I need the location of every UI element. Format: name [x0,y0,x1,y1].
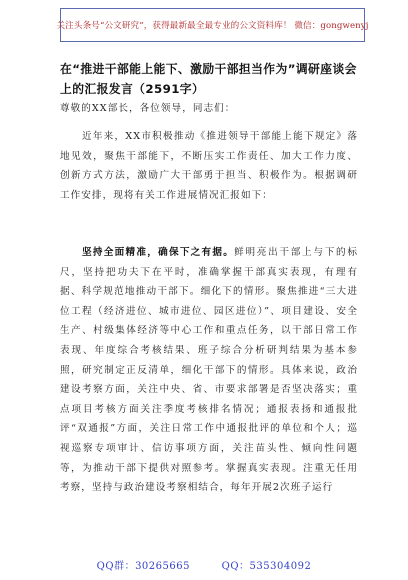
section-1-heading: 坚持全面精准，确保下之有据。 [82,247,235,258]
intro-paragraph: 近年来，XX市积极推动《推进领导干部能上能下规定》落地见效，聚焦干部能下，不断压实工作责任、加大工作力度、创新方式方法，激励广大干部勇于担当、积极作为。根据调研工作安排，现将有关工作进展情况汇报如下： [60,131,358,201]
salutation: 尊敬的XX部长，各位领导，同志们： [60,103,236,114]
section-1-paragraph [60,243,358,498]
header-banner-text: 关注头条号“公文研究”，获得最新最全最专业的公文资料库！ 微信：gongwenyj [56,21,369,31]
header-banner [56,8,369,42]
section-1-body: 鲜明亮出干部上与下的标尺，坚持把功夫下在平时，准确掌握干部真实表现，有理有据、科学规范地推动干部下。细化下的情形。聚焦推进“三大进位工程（经济进位、城市进位、园区进位）”、项目建设、安全生产、村级集体经济等中心工作和重点任务，以干部日常工作表现、年度综合考核结果、班子综合分析研判结果为基本参照，研究制定正反清单，细化干部下的情形。具体来说，政治建设考察方面，关注中央、省、市要求部署是否坚决落实；重点项目考核方面关注季度考核排名情况；通报表扬和通报批评“双通报”方面，关注日常工作中通报批评的单位和个人；巡视巡察专项审计、信访事项方面，关注苗头性、倾向性问题等，为推动干部下提供对照参考。掌握真实表现。注重无任用考察，坚持与政治建设考察相结合，每年开展2次班子运行 [60,247,358,494]
document-title: 在“推进干部能上能下、激励干部担当作为”调研座谈会上的汇报发言（2591字） [60,62,357,96]
footer-qq: QQ：535304092 [221,561,312,572]
footer-qq-group: QQ群：30265665 [96,561,190,572]
footer-contact [0,557,408,572]
